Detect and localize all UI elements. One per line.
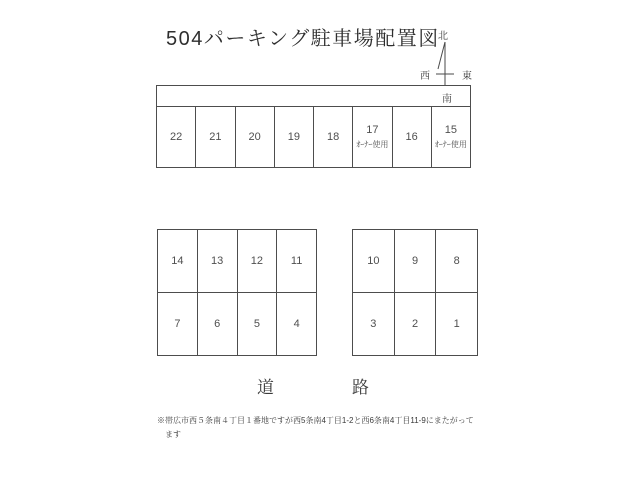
right-parking-block <box>352 229 478 356</box>
top-parking-block <box>156 85 471 168</box>
footnote-line-2: ます <box>165 430 181 439</box>
parking-space <box>393 107 432 167</box>
parking-space: 9 <box>395 230 437 292</box>
parking-space <box>314 107 353 167</box>
space-number: 17 <box>366 124 379 136</box>
south-strip <box>157 86 470 107</box>
space-number: 19 <box>287 131 300 143</box>
page-title: 504パーキング駐車場配置図 <box>166 28 440 50</box>
owner-use-note: ｵｰﾅｰ使用 <box>434 140 467 149</box>
space-number: 15 <box>444 124 457 136</box>
parking-row <box>353 293 477 355</box>
parking-space: 11 <box>290 255 303 267</box>
space-number: 20 <box>248 131 261 143</box>
parking-row <box>353 230 477 293</box>
parking-space <box>275 107 314 167</box>
footnote-line-1: ※帯広市西５条南４丁目１番地ですが西5条南4丁目1-2と西6条南4丁目11-9にまたがって <box>157 416 474 425</box>
owner-use-note: ｵｰﾅｰ使用 <box>356 140 389 149</box>
parking-space <box>353 107 392 167</box>
parking-row <box>158 230 316 293</box>
parking-space: 7 <box>158 293 198 355</box>
road-label-right: 路 <box>352 378 369 397</box>
parking-space <box>157 107 196 167</box>
left-parking-block <box>157 229 317 356</box>
parking-space: 14 <box>158 230 198 292</box>
road-label-left: 道 <box>257 378 274 397</box>
top-parking-row <box>157 107 470 167</box>
parking-space <box>196 107 235 167</box>
space-number: 22 <box>170 131 183 143</box>
parking-space: 8 <box>453 255 460 267</box>
parking-space: 4 <box>293 318 300 330</box>
parking-space: 13 <box>198 230 238 292</box>
address-footnote <box>157 414 474 442</box>
parking-space: 2 <box>395 293 437 355</box>
space-number: 16 <box>405 131 418 143</box>
parking-space: 1 <box>453 318 460 330</box>
parking-space: 10 <box>353 230 395 292</box>
compass-south-label: 南 <box>442 94 452 105</box>
compass-east-label: 東 <box>462 71 472 82</box>
parking-space: 5 <box>238 293 278 355</box>
parking-row <box>158 293 316 355</box>
space-number: 18 <box>327 131 340 143</box>
parking-space <box>432 107 470 167</box>
parking-space: 6 <box>198 293 238 355</box>
compass-north-label: 北 <box>438 31 448 42</box>
parking-space: 3 <box>353 293 395 355</box>
compass-west-label: 西 <box>420 71 430 82</box>
parking-space: 12 <box>238 230 278 292</box>
parking-space <box>236 107 275 167</box>
space-number: 21 <box>209 131 222 143</box>
